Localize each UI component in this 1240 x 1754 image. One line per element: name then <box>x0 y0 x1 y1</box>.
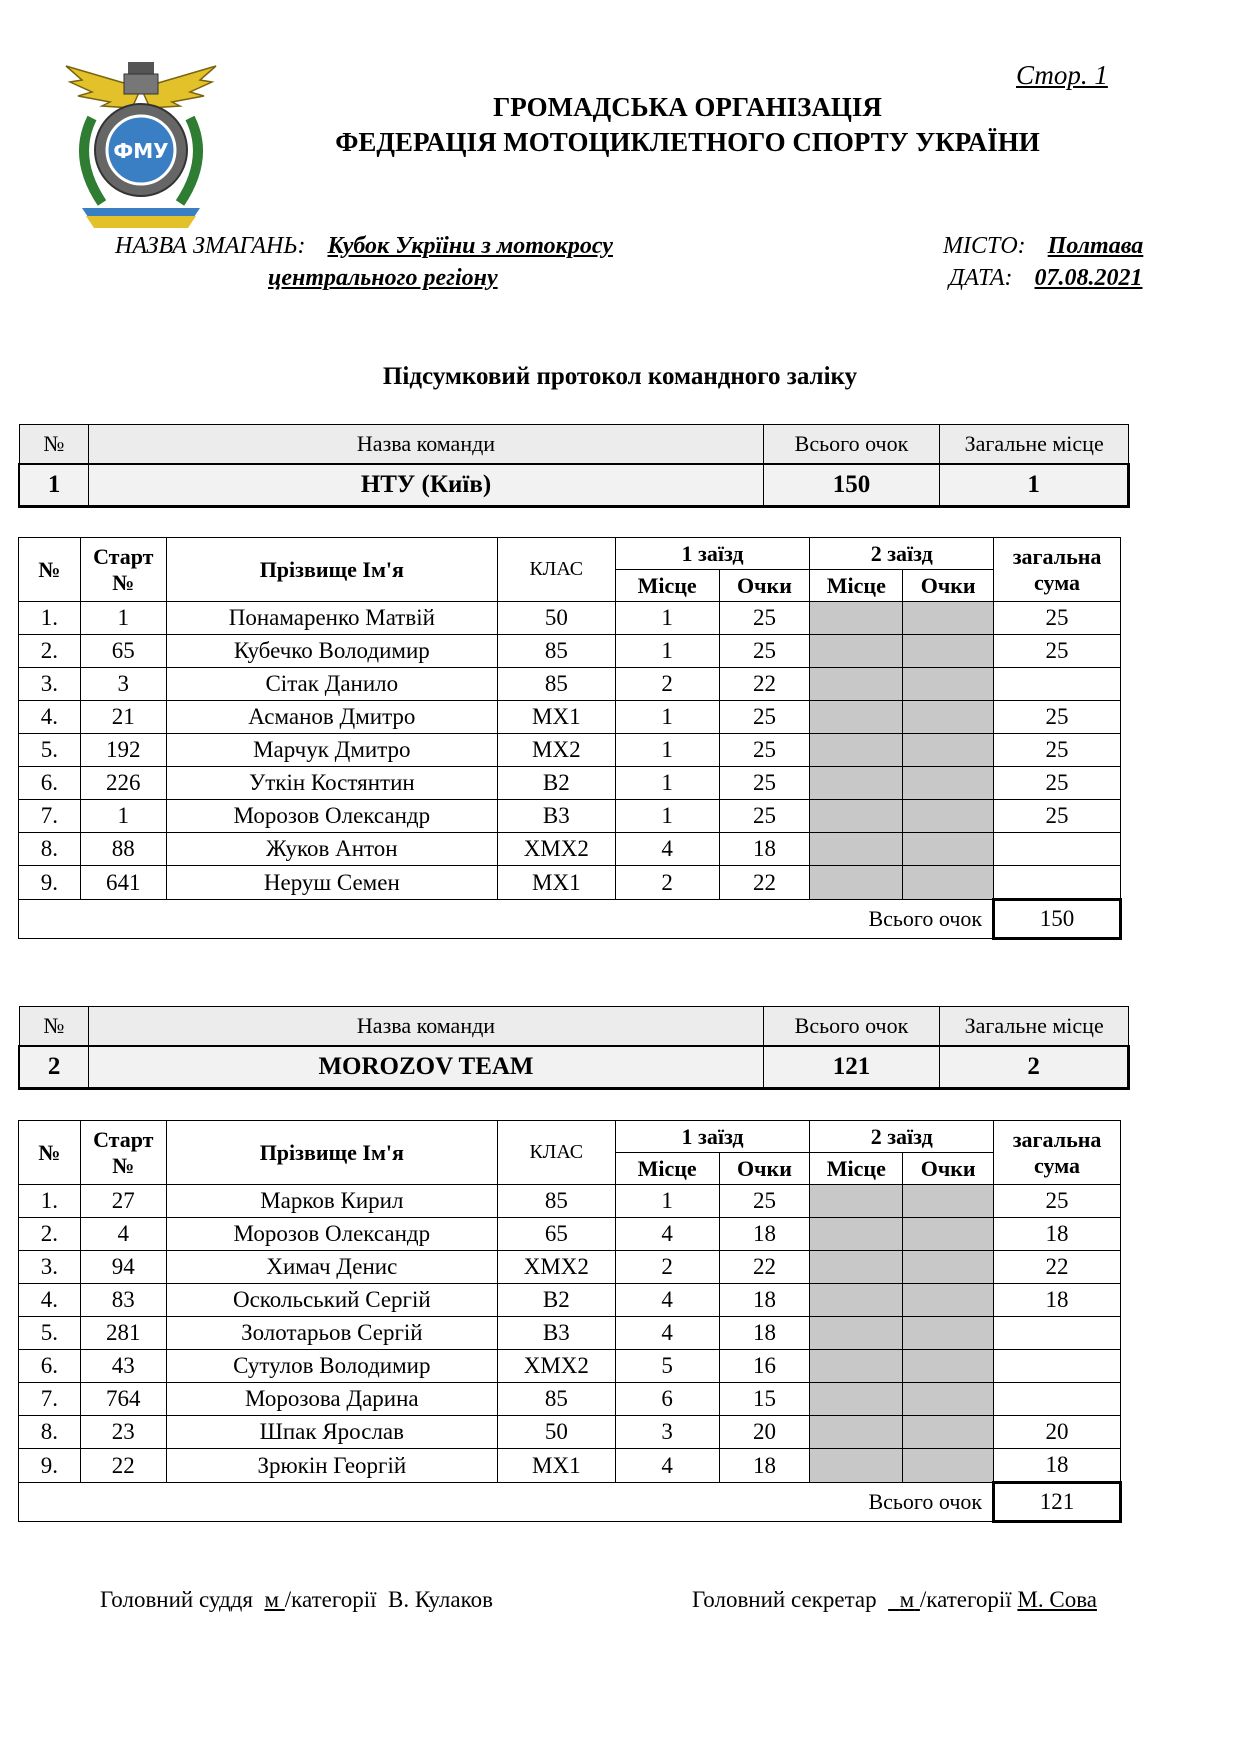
judge-label: Головний суддя <box>100 1587 253 1612</box>
rider-sum: 25 <box>994 1185 1121 1218</box>
team-name: НТУ (Київ) <box>89 464 763 507</box>
race2-points <box>903 1251 994 1284</box>
race2-points-header: Очки <box>903 570 994 602</box>
rider-sum: 25 <box>994 767 1121 800</box>
race2-points <box>903 1284 994 1317</box>
race2-points <box>903 800 994 833</box>
competition-name: Кубок Укрїіни з мотокросу <box>327 233 613 259</box>
team-summary-table <box>18 424 1130 508</box>
rider-class: 85 <box>497 1185 615 1218</box>
race1-points: 25 <box>719 701 810 734</box>
rider-class: B2 <box>497 1284 615 1317</box>
rider-row <box>19 1383 1121 1416</box>
date-row <box>949 265 1143 292</box>
race2-place <box>810 635 903 668</box>
rider-index: 3. <box>19 1251 81 1284</box>
race2-place-header: Місце <box>810 1153 903 1185</box>
rider-row <box>19 866 1121 900</box>
rider-row <box>19 833 1121 866</box>
rider-class: MX1 <box>497 701 615 734</box>
race2-place <box>810 1218 903 1251</box>
rider-name: Зрюкін Георгій <box>166 1449 497 1483</box>
race1-place: 4 <box>615 1449 719 1483</box>
rider-class: 85 <box>497 635 615 668</box>
secretary-category-label: /категорії <box>919 1587 1012 1612</box>
rider-class: XMX2 <box>497 1251 615 1284</box>
start-number: 281 <box>80 1317 166 1350</box>
rider-row <box>19 1218 1121 1251</box>
rider-row <box>19 734 1121 767</box>
race2-place <box>810 1284 903 1317</box>
class-header: КЛАС <box>497 538 615 602</box>
rider-name: Марков Кирил <box>166 1185 497 1218</box>
race2-points <box>903 668 994 701</box>
date-value: 07.08.2021 <box>1034 265 1143 291</box>
start-number: 65 <box>80 635 166 668</box>
race2-place-header: Місце <box>810 570 903 602</box>
race1-place: 1 <box>615 800 719 833</box>
riders-table <box>18 1120 1122 1523</box>
race1-header: 1 заїзд <box>615 538 810 570</box>
race1-place: 1 <box>615 1185 719 1218</box>
rider-class: 85 <box>497 1383 615 1416</box>
team-total: 121 <box>763 1046 940 1089</box>
sum-header: загальна сума <box>994 538 1121 602</box>
race2-points <box>903 602 994 635</box>
race1-place: 1 <box>615 734 719 767</box>
rider-index: 4. <box>19 1284 81 1317</box>
competition-name-row <box>115 233 613 260</box>
rider-sum: 25 <box>994 800 1121 833</box>
race2-place <box>810 1251 903 1284</box>
race2-points <box>903 701 994 734</box>
start-header: Старт № <box>80 1121 166 1185</box>
race2-header: 2 заїзд <box>810 1121 994 1153</box>
race1-points: 25 <box>719 734 810 767</box>
rider-name: Сітак Данило <box>166 668 497 701</box>
rider-name: Оскольський Сергій <box>166 1284 497 1317</box>
start-number: 43 <box>80 1350 166 1383</box>
start-number: 1 <box>80 800 166 833</box>
race1-place: 1 <box>615 635 719 668</box>
start-number: 88 <box>80 833 166 866</box>
race1-place: 2 <box>615 866 719 900</box>
rider-name-header: Прізвище Ім'я <box>166 1121 497 1185</box>
rider-index: 8. <box>19 1416 81 1449</box>
race1-place: 4 <box>615 833 719 866</box>
rider-class: XMX2 <box>497 833 615 866</box>
race1-place: 1 <box>615 602 719 635</box>
race1-place: 4 <box>615 1284 719 1317</box>
rider-row <box>19 800 1121 833</box>
rider-name: Морозов Олександр <box>166 1218 497 1251</box>
start-number: 83 <box>80 1284 166 1317</box>
team-num: 2 <box>19 1046 89 1089</box>
race2-points <box>903 866 994 900</box>
start-number: 21 <box>80 701 166 734</box>
total-label: Всього очок <box>19 900 994 939</box>
rider-sum <box>994 866 1121 900</box>
race2-place <box>810 1383 903 1416</box>
rider-sum <box>994 833 1121 866</box>
start-header: Старт № <box>80 538 166 602</box>
competition-name-line2 <box>268 265 498 292</box>
start-number: 23 <box>80 1416 166 1449</box>
rider-index: 1. <box>19 1185 81 1218</box>
judge-category: м <box>264 1587 279 1612</box>
rider-class: B2 <box>497 767 615 800</box>
race2-points <box>903 635 994 668</box>
rider-index: 4. <box>19 701 81 734</box>
rider-class: 50 <box>497 602 615 635</box>
race1-place: 3 <box>615 1416 719 1449</box>
start-number: 94 <box>80 1251 166 1284</box>
rider-row <box>19 635 1121 668</box>
rider-num-header: № <box>19 1121 81 1185</box>
team-num-header: № <box>19 425 89 465</box>
rider-row <box>19 1251 1121 1284</box>
race1-place-header: Місце <box>615 1153 719 1185</box>
org-title-line2: ФЕДЕРАЦІЯ МОТОЦИКЛЕТНОГО СПОРТУ УКРАЇНИ <box>335 127 1040 157</box>
race2-place <box>810 1317 903 1350</box>
rider-row <box>19 1449 1121 1483</box>
rider-class: B3 <box>497 800 615 833</box>
rider-sum: 25 <box>994 635 1121 668</box>
rider-index: 6. <box>19 767 81 800</box>
race1-points-header: Очки <box>719 1153 810 1185</box>
rider-row <box>19 1416 1121 1449</box>
rider-sum: 18 <box>994 1218 1121 1251</box>
rider-sum <box>994 668 1121 701</box>
race1-place: 1 <box>615 767 719 800</box>
rider-class: 50 <box>497 1416 615 1449</box>
race1-points: 18 <box>719 1218 810 1251</box>
race2-place <box>810 866 903 900</box>
rider-row <box>19 1185 1121 1218</box>
rider-sum: 25 <box>994 701 1121 734</box>
race1-points: 22 <box>719 668 810 701</box>
race1-points: 15 <box>719 1383 810 1416</box>
race2-header: 2 заїзд <box>810 538 994 570</box>
rider-row <box>19 1284 1121 1317</box>
rider-sum: 18 <box>994 1284 1121 1317</box>
rider-index: 9. <box>19 1449 81 1483</box>
rider-index: 7. <box>19 1383 81 1416</box>
team-total-header: Всього очок <box>763 1007 940 1047</box>
start-number: 641 <box>80 866 166 900</box>
rider-name: Жуков Антон <box>166 833 497 866</box>
race2-place <box>810 833 903 866</box>
race1-header: 1 заїзд <box>615 1121 810 1153</box>
rider-sum <box>994 1350 1121 1383</box>
race2-place <box>810 1185 903 1218</box>
race2-place <box>810 602 903 635</box>
rider-name: Неруш Семен <box>166 866 497 900</box>
race1-place: 5 <box>615 1350 719 1383</box>
judge-category-label: /категорії <box>284 1587 377 1612</box>
race1-points: 18 <box>719 1449 810 1483</box>
race2-place <box>810 701 903 734</box>
race1-points: 22 <box>719 1251 810 1284</box>
rider-name: Шпак Ярослав <box>166 1416 497 1449</box>
rider-row <box>19 1350 1121 1383</box>
total-points: 121 <box>994 1483 1121 1522</box>
judge-name: В. Кулаков <box>387 1587 493 1612</box>
race1-place-header: Місце <box>615 570 719 602</box>
race1-points: 25 <box>719 602 810 635</box>
team-num-header: № <box>19 1007 89 1047</box>
secretary-signature <box>692 1587 1097 1613</box>
race2-points <box>903 1317 994 1350</box>
secretary-category: м <box>899 1587 915 1612</box>
riders-table <box>18 537 1122 940</box>
rider-sum: 25 <box>994 734 1121 767</box>
race1-points: 25 <box>719 800 810 833</box>
org-title-line1: ГРОМАДСЬКА ОРГАНІЗАЦІЯ <box>493 92 882 122</box>
rider-sum <box>994 1317 1121 1350</box>
rider-class: MX1 <box>497 1449 615 1483</box>
date-label: ДАТА: <box>949 265 1013 291</box>
rider-sum: 18 <box>994 1449 1121 1483</box>
start-number: 3 <box>80 668 166 701</box>
rider-index: 5. <box>19 734 81 767</box>
rider-class: MX2 <box>497 734 615 767</box>
race2-place <box>810 1416 903 1449</box>
rider-row <box>19 701 1121 734</box>
race2-place <box>810 734 903 767</box>
city-row <box>943 233 1143 260</box>
race1-points: 22 <box>719 866 810 900</box>
team-place-header: Загальне місце <box>940 1007 1129 1047</box>
race2-points <box>903 1218 994 1251</box>
race2-points <box>903 1449 994 1483</box>
rider-index: 7. <box>19 800 81 833</box>
start-number: 192 <box>80 734 166 767</box>
rider-row <box>19 767 1121 800</box>
rider-name: Уткін Костянтин <box>166 767 497 800</box>
race1-points-header: Очки <box>719 570 810 602</box>
rider-class: B3 <box>497 1317 615 1350</box>
race1-place: 2 <box>615 668 719 701</box>
sum-header: загальна сума <box>994 1121 1121 1185</box>
rider-sum: 20 <box>994 1416 1121 1449</box>
team-name: MOROZOV TEAM <box>89 1046 763 1089</box>
race2-place <box>810 668 903 701</box>
race2-points <box>903 1383 994 1416</box>
rider-name: Золотарьов Сергій <box>166 1317 497 1350</box>
page-number: Стор. 1 <box>1016 60 1108 90</box>
rider-name-header: Прізвище Ім'я <box>166 538 497 602</box>
secretary-label: Головний секретар <box>692 1587 877 1612</box>
rider-num-header: № <box>19 538 81 602</box>
race1-points: 18 <box>719 833 810 866</box>
race1-points: 18 <box>719 1284 810 1317</box>
rider-name: Понамаренко Матвій <box>166 602 497 635</box>
race2-place <box>810 1449 903 1483</box>
race2-place <box>810 1350 903 1383</box>
rider-name: Асманов Дмитро <box>166 701 497 734</box>
judge-signature <box>100 1587 493 1613</box>
race1-place: 4 <box>615 1317 719 1350</box>
rider-name: Химач Денис <box>166 1251 497 1284</box>
team-summary-table <box>18 1006 1130 1090</box>
rider-sum <box>994 1383 1121 1416</box>
start-number: 27 <box>80 1185 166 1218</box>
team-num: 1 <box>19 464 89 507</box>
team-name-header: Назва команди <box>89 425 763 465</box>
start-number: 4 <box>80 1218 166 1251</box>
race1-points: 25 <box>719 767 810 800</box>
race1-points: 20 <box>719 1416 810 1449</box>
rider-name: Сутулов Володимир <box>166 1350 497 1383</box>
secretary-name: М. Сова <box>1017 1587 1097 1612</box>
rider-index: 3. <box>19 668 81 701</box>
rider-index: 1. <box>19 602 81 635</box>
rider-sum: 22 <box>994 1251 1121 1284</box>
race1-place: 1 <box>615 701 719 734</box>
race1-place: 6 <box>615 1383 719 1416</box>
rider-class: 85 <box>497 668 615 701</box>
rider-name: Морозов Олександр <box>166 800 497 833</box>
rider-index: 2. <box>19 635 81 668</box>
race2-place <box>810 800 903 833</box>
race2-points <box>903 1416 994 1449</box>
class-header: КЛАС <box>497 1121 615 1185</box>
logo-text: ФМУ <box>113 139 169 163</box>
race2-points <box>903 1185 994 1218</box>
competition-name-label: НАЗВА ЗМАГАНЬ: <box>115 233 306 259</box>
city-label: МІСТО: <box>943 233 1026 259</box>
race1-points: 25 <box>719 1185 810 1218</box>
competition-name-2: центрального регіону <box>268 265 498 291</box>
rider-class: 65 <box>497 1218 615 1251</box>
race2-points <box>903 734 994 767</box>
team-place-header: Загальне місце <box>940 425 1129 465</box>
protocol-title: Підсумковий протокол командного заліку <box>382 363 858 390</box>
team-name-header: Назва команди <box>89 1007 763 1047</box>
rider-index: 6. <box>19 1350 81 1383</box>
rider-index: 9. <box>19 866 81 900</box>
rider-sum: 25 <box>994 602 1121 635</box>
team-total: 150 <box>763 464 940 507</box>
rider-class: XMX2 <box>497 1350 615 1383</box>
race2-points <box>903 833 994 866</box>
rider-index: 5. <box>19 1317 81 1350</box>
race1-points: 16 <box>719 1350 810 1383</box>
race2-points <box>903 767 994 800</box>
rider-name: Морозова Дарина <box>166 1383 497 1416</box>
race1-place: 4 <box>615 1218 719 1251</box>
rider-class: MX1 <box>497 866 615 900</box>
race1-points: 25 <box>719 635 810 668</box>
rider-index: 2. <box>19 1218 81 1251</box>
rider-row <box>19 1317 1121 1350</box>
rider-name: Марчук Дмитро <box>166 734 497 767</box>
city-value: Полтава <box>1047 233 1144 259</box>
team-place: 1 <box>940 464 1129 507</box>
race1-place: 2 <box>615 1251 719 1284</box>
rider-row <box>19 602 1121 635</box>
start-number: 764 <box>80 1383 166 1416</box>
total-points: 150 <box>994 900 1121 939</box>
race1-points: 18 <box>719 1317 810 1350</box>
rider-name: Кубечко Володимир <box>166 635 497 668</box>
start-number: 22 <box>80 1449 166 1483</box>
total-label: Всього очок <box>19 1483 994 1522</box>
team-place: 2 <box>940 1046 1129 1089</box>
team-total-header: Всього очок <box>763 425 940 465</box>
race2-place <box>810 767 903 800</box>
start-number: 1 <box>80 602 166 635</box>
start-number: 226 <box>80 767 166 800</box>
rider-index: 8. <box>19 833 81 866</box>
race2-points-header: Очки <box>903 1153 994 1185</box>
rider-row <box>19 668 1121 701</box>
race2-points <box>903 1350 994 1383</box>
